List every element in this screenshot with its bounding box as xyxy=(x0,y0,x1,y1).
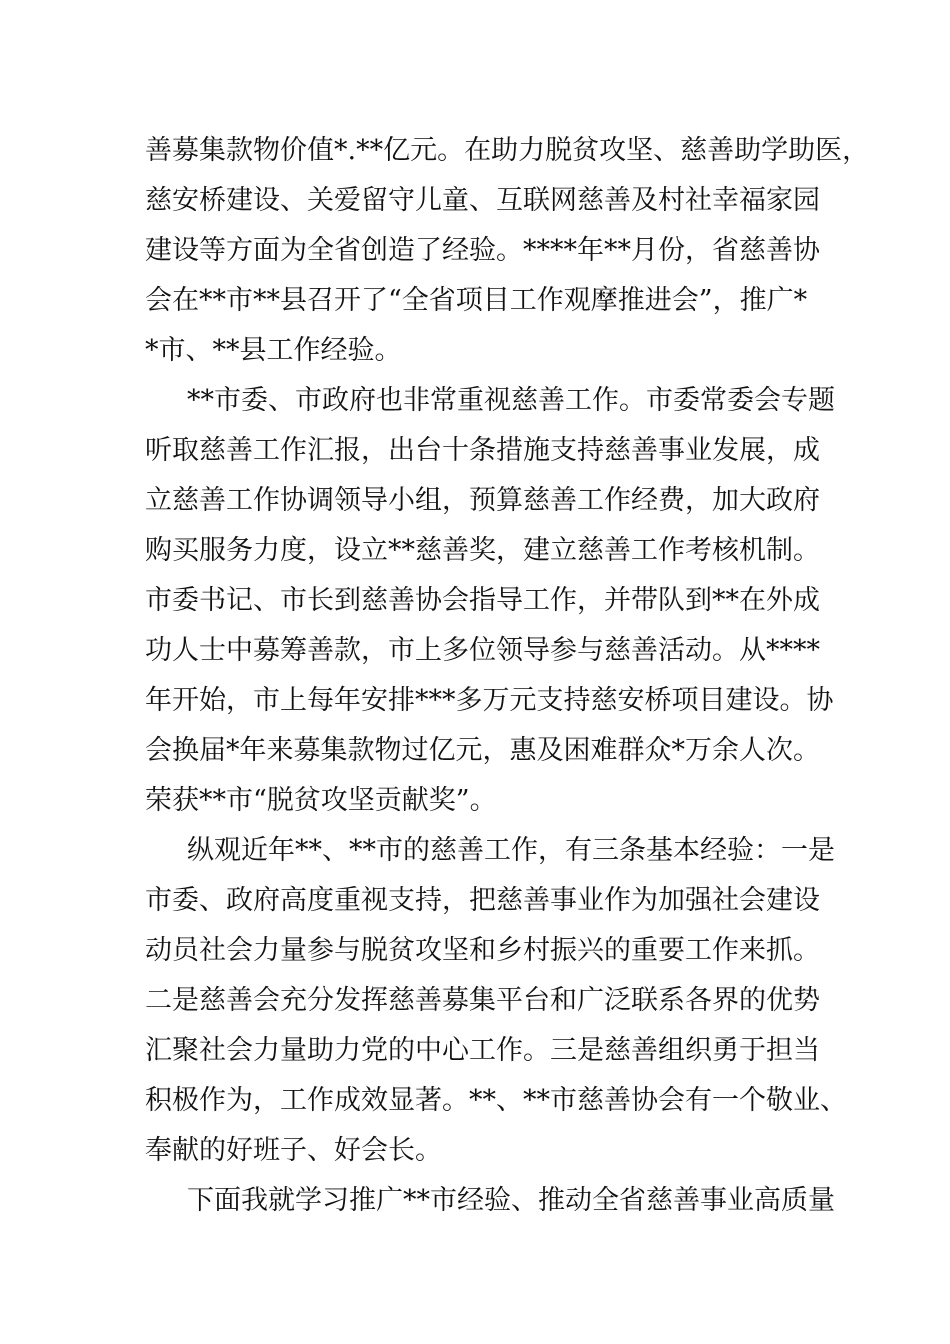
text-line: 购买服务力度，设立**慈善奖，建立慈善工作考核机制。 xyxy=(145,535,820,566)
paragraph-first-line: 纵观近年**、**市的慈善工作，有三条基本经验：一是 xyxy=(187,835,835,866)
text-line: 立慈善工作协调领导小组，预算慈善工作经费，加大政府 xyxy=(145,485,820,516)
text-line: 动员社会力量参与脱贫攻坚和乡村振兴的重要工作来抓。 xyxy=(145,935,820,966)
text-line: 年开始，市上每年安排***多万元支持慈安桥项目建设。协 xyxy=(145,685,834,716)
text-line: 会在**市**县召开了“全省项目工作观摩推进会”，推广* xyxy=(145,285,808,316)
paragraph-first-line: 下面我就学习推广**市经验、推动全省慈善事业高质量 xyxy=(187,1185,835,1216)
text-line: 二是慈善会充分发挥慈善募集平台和广泛联系各界的优势 xyxy=(145,985,820,1016)
text-line: 慈安桥建设、关爱留守儿童、互联网慈善及村社幸福家园 xyxy=(145,185,820,216)
text-line: 建设等方面为全省创造了经验。****年**月份，省慈善协 xyxy=(145,235,820,266)
text-line: 积极作为，工作成效显著。**、**市慈善协会有一个敬业、 xyxy=(145,1085,847,1116)
text-line: 奉献的好班子、好会长。 xyxy=(145,1135,442,1166)
text-line: 听取慈善工作汇报，出台十条措施支持慈善事业发展，成 xyxy=(145,435,820,466)
paragraph-first-line: **市委、市政府也非常重视慈善工作。市委常委会专题 xyxy=(187,385,835,416)
text-line: 功人士中募筹善款，市上多位领导参与慈善活动。从**** xyxy=(145,635,820,666)
text-line: 市委、政府高度重视支持，把慈善事业作为加强社会建设 xyxy=(145,885,820,916)
text-line: 会换届*年来募集款物过亿元，惠及困难群众*万余人次。 xyxy=(145,735,820,766)
text-line: 荣获**市“脱贫攻坚贡献奖”。 xyxy=(145,785,497,816)
text-line: 市委书记、市长到慈善协会指导工作，并带队到**在外成 xyxy=(145,585,820,616)
text-line: 善募集款物价值*.**亿元。在助力脱贫攻坚、慈善助学助医， xyxy=(145,135,870,166)
text-line: 汇聚社会力量助力党的中心工作。三是慈善组织勇于担当 xyxy=(145,1035,820,1066)
text-line: *市、**县工作经验。 xyxy=(145,335,402,366)
